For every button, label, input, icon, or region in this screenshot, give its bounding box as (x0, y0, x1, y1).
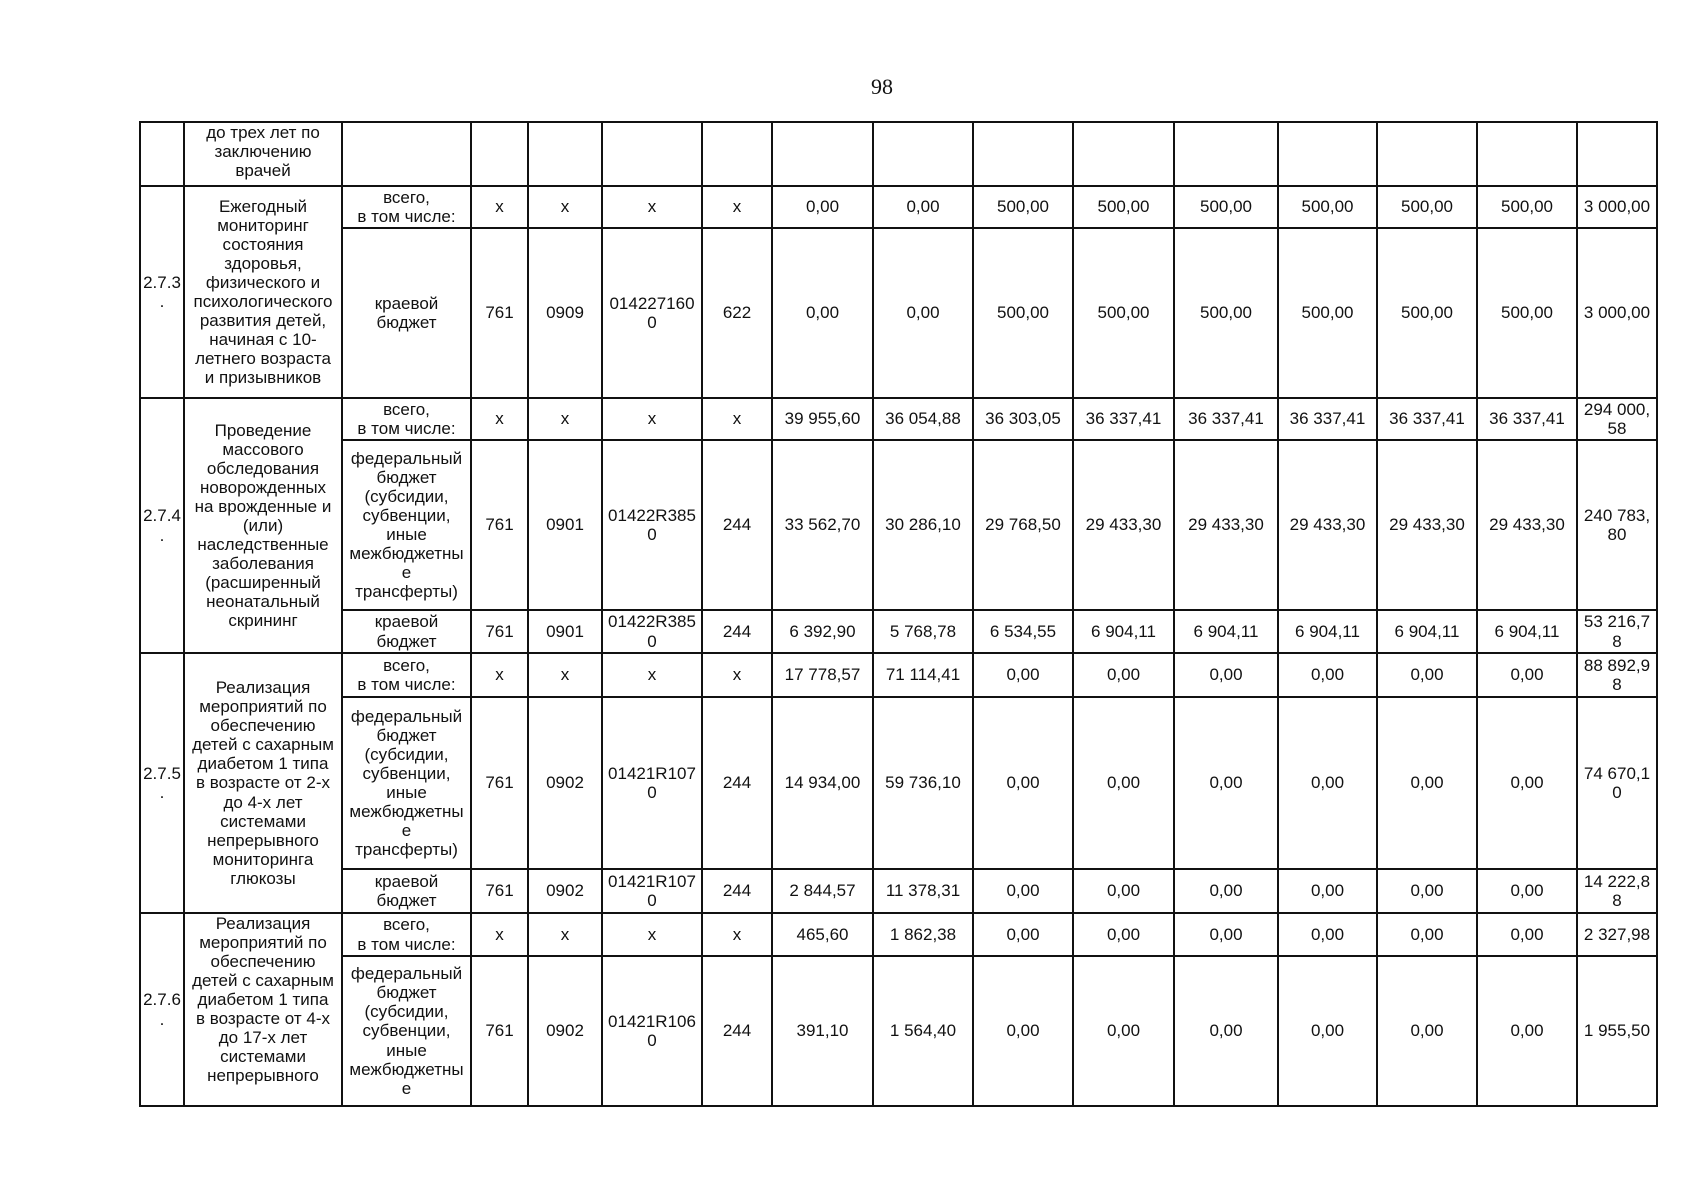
csr-code: 01421R107 0 (608, 871, 696, 910)
total-cell (1577, 653, 1657, 697)
year-value-cell: 29 433,30 (1073, 440, 1174, 610)
total-cell (1577, 697, 1657, 869)
year-value-cell: 71 114,41 (873, 653, 973, 697)
year-value-cell (873, 122, 973, 186)
funding-source-cell (342, 869, 471, 913)
total-cell (1577, 228, 1657, 398)
measure-number: 2.7.6 . (143, 990, 181, 1029)
year-value-cell: 500,00 (1073, 228, 1174, 398)
year-value-cell: 6 904,11 (1477, 610, 1577, 653)
year-value-cell: 0,00 (1278, 913, 1377, 956)
year-value-cell: 0,00 (1073, 913, 1174, 956)
year-value-cell: 0,00 (973, 956, 1073, 1106)
csr-cell (602, 956, 702, 1106)
year-value-cell: 0,00 (1073, 869, 1174, 913)
year-value-cell: 0,00 (772, 228, 873, 398)
year-value-cell: 5 768,78 (873, 610, 973, 653)
year-value-cell: 17 778,57 (772, 653, 873, 697)
total-value: 3 000,00 (1583, 303, 1651, 323)
grbs-cell: х (471, 913, 528, 956)
year-value-cell: 0,00 (1278, 697, 1377, 869)
year-value-cell: 0,00 (1278, 869, 1377, 913)
year-value-cell: 6 904,11 (1073, 610, 1174, 653)
year-value-cell: 36 337,41 (1073, 398, 1174, 440)
csr-cell: х (602, 653, 702, 697)
year-value-cell: 0,00 (1477, 653, 1577, 697)
year-value-cell: 0,00 (1477, 913, 1577, 956)
vr-cell: х (702, 186, 772, 228)
year-value-cell: 6 392,90 (772, 610, 873, 653)
year-value-cell: 500,00 (1477, 186, 1577, 228)
year-value-cell: 36 303,05 (973, 398, 1073, 440)
vr-cell: х (702, 913, 772, 956)
csr-cell (602, 228, 702, 398)
year-value-cell (1174, 122, 1278, 186)
rz-cell: 0902 (528, 956, 602, 1106)
csr-cell (602, 440, 702, 610)
year-value-cell: 0,00 (1174, 869, 1278, 913)
funding-source: краевой бюджет (374, 612, 439, 651)
csr-cell: х (602, 398, 702, 440)
year-value-cell (1477, 122, 1577, 186)
year-value-cell (1073, 122, 1174, 186)
funding-source: краевой бюджет (374, 293, 439, 332)
vr-cell: 244 (702, 697, 772, 869)
year-value-cell: 0,00 (1174, 956, 1278, 1106)
measure-name-cell (184, 122, 342, 186)
table-row (140, 440, 1657, 610)
year-value-cell: 0,00 (973, 653, 1073, 697)
year-value-cell: 500,00 (973, 228, 1073, 398)
grbs-cell: 761 (471, 228, 528, 398)
csr-code: 014227160 0 (609, 293, 695, 332)
vr-cell: 244 (702, 956, 772, 1106)
funding-source: федеральный бюджет (субсидии, субвенции, иные межбюджетны е трансферты) (349, 448, 464, 602)
year-value-cell: 11 378,31 (873, 869, 973, 913)
total-value: 240 783, 80 (1583, 505, 1651, 544)
funding-source: всего, в том числе: (357, 399, 456, 438)
total-value: 14 222,8 8 (1583, 871, 1651, 910)
year-value-cell: 0,00 (1477, 956, 1577, 1106)
rz-cell (528, 122, 602, 186)
year-value-cell: 36 054,88 (873, 398, 973, 440)
grbs-cell: х (471, 398, 528, 440)
year-value-cell: 0,00 (873, 186, 973, 228)
vr-cell: 622 (702, 228, 772, 398)
measure-number-cell (140, 186, 184, 398)
year-value-cell: 0,00 (1377, 697, 1477, 869)
year-value-cell: 0,00 (1477, 697, 1577, 869)
year-value-cell: 0,00 (1377, 653, 1477, 697)
year-value-cell: 500,00 (1377, 186, 1477, 228)
year-value-cell: 36 337,41 (1477, 398, 1577, 440)
year-value-cell: 0,00 (1073, 956, 1174, 1106)
table-row (140, 653, 1657, 697)
table-row (140, 398, 1657, 440)
total-cell (1577, 122, 1657, 186)
year-value-cell: 29 768,50 (973, 440, 1073, 610)
year-value-cell: 29 433,30 (1477, 440, 1577, 610)
year-value-cell: 500,00 (1477, 228, 1577, 398)
rz-cell: 0901 (528, 440, 602, 610)
table-row (140, 228, 1657, 398)
year-value-cell: 0,00 (873, 228, 973, 398)
year-value-cell: 500,00 (1174, 186, 1278, 228)
funding-source-cell (342, 697, 471, 869)
funding-source: всего, в том числе: (357, 655, 456, 694)
funding-source: краевой бюджет (374, 871, 439, 910)
grbs-cell: х (471, 653, 528, 697)
year-value-cell: 29 433,30 (1377, 440, 1477, 610)
table-row (140, 122, 1657, 186)
year-value-cell: 0,00 (973, 913, 1073, 956)
vr-cell: 244 (702, 610, 772, 653)
year-value-cell: 1 564,40 (873, 956, 973, 1106)
year-value-cell: 500,00 (1174, 228, 1278, 398)
table-row (140, 869, 1657, 913)
csr-code: 01421R106 0 (608, 1011, 696, 1050)
year-value-cell: 0,00 (1377, 869, 1477, 913)
rz-cell: 0909 (528, 228, 602, 398)
page-number: 98 (871, 74, 893, 99)
measure-number: 2.7.4 . (143, 506, 181, 545)
csr-cell (602, 610, 702, 653)
rz-cell: 0902 (528, 869, 602, 913)
total-cell (1577, 186, 1657, 228)
measure-name-cell (184, 398, 342, 653)
funding-source-cell (342, 122, 471, 186)
year-value-cell: 39 955,60 (772, 398, 873, 440)
total-value: 294 000, 58 (1583, 399, 1651, 438)
total-value: 3 000,00 (1583, 197, 1651, 217)
rz-cell: 0901 (528, 610, 602, 653)
total-cell (1577, 956, 1657, 1106)
grbs-cell: 761 (471, 610, 528, 653)
vr-cell: х (702, 653, 772, 697)
csr-cell: х (602, 186, 702, 228)
year-value-cell: 0,00 (1477, 869, 1577, 913)
funding-source: федеральный бюджет (субсидии, субвенции, иные межбюджетны е (349, 964, 464, 1098)
year-value-cell: 500,00 (1073, 186, 1174, 228)
measure-name-cell (184, 913, 342, 1106)
grbs-cell: 761 (471, 956, 528, 1106)
year-value-cell: 0,00 (1174, 913, 1278, 956)
year-value-cell: 0,00 (1073, 653, 1174, 697)
measure-number: 2.7.3 . (143, 272, 181, 311)
year-value-cell: 0,00 (1073, 697, 1174, 869)
year-value-cell: 33 562,70 (772, 440, 873, 610)
measure-name-cell (184, 653, 342, 913)
table-row (140, 956, 1657, 1106)
funding-source-cell (342, 913, 471, 956)
year-value-cell: 0,00 (1377, 913, 1477, 956)
total-value: 1 955,50 (1583, 1021, 1651, 1041)
total-cell (1577, 869, 1657, 913)
rz-cell: х (528, 398, 602, 440)
funding-source: всего, в том числе: (357, 915, 456, 954)
rz-cell: х (528, 186, 602, 228)
year-value-cell: 0,00 (1377, 956, 1477, 1106)
year-value-cell: 500,00 (1377, 228, 1477, 398)
year-value-cell: 6 904,11 (1278, 610, 1377, 653)
year-value-cell: 36 337,41 (1174, 398, 1278, 440)
year-value-cell: 29 433,30 (1174, 440, 1278, 610)
year-value-cell: 391,10 (772, 956, 873, 1106)
csr-code: 01422R385 0 (608, 612, 696, 651)
total-cell (1577, 440, 1657, 610)
csr-cell: х (602, 913, 702, 956)
year-value-cell: 500,00 (973, 186, 1073, 228)
year-value-cell (973, 122, 1073, 186)
year-value-cell: 59 736,10 (873, 697, 973, 869)
measure-name-cell (184, 186, 342, 398)
year-value-cell: 0,00 (772, 186, 873, 228)
measure-name: Проведение массового обследования новорожденных на врожденные и (или) наследственные заболевания (расширенный неонатальный скрининг (194, 420, 332, 631)
csr-code: 01422R385 0 (608, 505, 696, 544)
total-value: 88 892,9 8 (1583, 655, 1651, 694)
year-value-cell: 0,00 (1278, 653, 1377, 697)
grbs-cell: 761 (471, 440, 528, 610)
year-value-cell: 0,00 (1278, 956, 1377, 1106)
total-cell (1577, 610, 1657, 653)
funding-source-cell (342, 398, 471, 440)
year-value-cell: 29 433,30 (1278, 440, 1377, 610)
grbs-cell: 761 (471, 697, 528, 869)
grbs-cell: 761 (471, 869, 528, 913)
vr-cell (702, 122, 772, 186)
rz-cell: х (528, 653, 602, 697)
year-value-cell: 2 844,57 (772, 869, 873, 913)
year-value-cell: 6 534,55 (973, 610, 1073, 653)
measure-name: Ежегодный мониторинг состояния здоровья, физического и психологического развития детей, начиная с 10- летнего возраста и призывников (193, 196, 333, 388)
total-cell (1577, 913, 1657, 956)
year-value-cell: 6 904,11 (1377, 610, 1477, 653)
year-value-cell: 36 337,41 (1377, 398, 1477, 440)
year-value-cell: 0,00 (1174, 653, 1278, 697)
year-value-cell: 1 862,38 (873, 913, 973, 956)
csr-code: 01421R107 0 (608, 763, 696, 802)
rz-cell: 0902 (528, 697, 602, 869)
year-value-cell: 500,00 (1278, 228, 1377, 398)
total-cell (1577, 398, 1657, 440)
year-value-cell: 30 286,10 (873, 440, 973, 610)
year-value-cell: 465,60 (772, 913, 873, 956)
vr-cell: 244 (702, 869, 772, 913)
year-value-cell: 14 934,00 (772, 697, 873, 869)
funding-source-cell (342, 440, 471, 610)
grbs-cell (471, 122, 528, 186)
measure-name: до трех лет по заключению врачей (206, 123, 320, 181)
table-row (140, 697, 1657, 869)
measure-name: Реализация мероприятий по обеспечению детей с сахарным диабетом 1 типа в возрасте от 2-х до 4-х лет системами непрерывного мониторинга глюкозы (192, 678, 334, 888)
funding-source-cell (342, 956, 471, 1106)
measure-name: Реализация мероприятий по обеспечению детей с сахарным диабетом 1 типа в возрасте от 4-х до 17-х лет системами непрерывного (192, 914, 334, 1086)
year-value-cell: 500,00 (1278, 186, 1377, 228)
funding-source-cell (342, 610, 471, 653)
table-row (140, 913, 1657, 956)
measure-number-cell (140, 398, 184, 653)
table-row (140, 610, 1657, 653)
csr-cell (602, 697, 702, 869)
year-value-cell: 6 904,11 (1174, 610, 1278, 653)
vr-cell: 244 (702, 440, 772, 610)
funding-source: федеральный бюджет (субсидии, субвенции, иные межбюджетны е трансферты) (349, 706, 464, 860)
total-value: 53 216,7 8 (1583, 612, 1651, 651)
budget-table (139, 121, 1658, 1107)
table-row (140, 186, 1657, 228)
csr-cell (602, 869, 702, 913)
year-value-cell (1278, 122, 1377, 186)
funding-source: всего, в том числе: (357, 187, 456, 226)
csr-cell (602, 122, 702, 186)
funding-source-cell (342, 186, 471, 228)
funding-source-cell (342, 653, 471, 697)
total-value: 74 670,1 0 (1583, 763, 1651, 802)
total-value: 2 327,98 (1583, 924, 1651, 944)
year-value-cell: 0,00 (1174, 697, 1278, 869)
measure-number-cell (140, 913, 184, 1106)
funding-source-cell (342, 228, 471, 398)
rz-cell: х (528, 913, 602, 956)
vr-cell: х (702, 398, 772, 440)
measure-number-cell (140, 122, 184, 186)
year-value-cell: 0,00 (973, 697, 1073, 869)
year-value-cell (1377, 122, 1477, 186)
year-value-cell: 0,00 (973, 869, 1073, 913)
grbs-cell: х (471, 186, 528, 228)
measure-number-cell (140, 653, 184, 913)
measure-number: 2.7.5 . (143, 763, 181, 802)
year-value-cell: 36 337,41 (1278, 398, 1377, 440)
year-value-cell (772, 122, 873, 186)
